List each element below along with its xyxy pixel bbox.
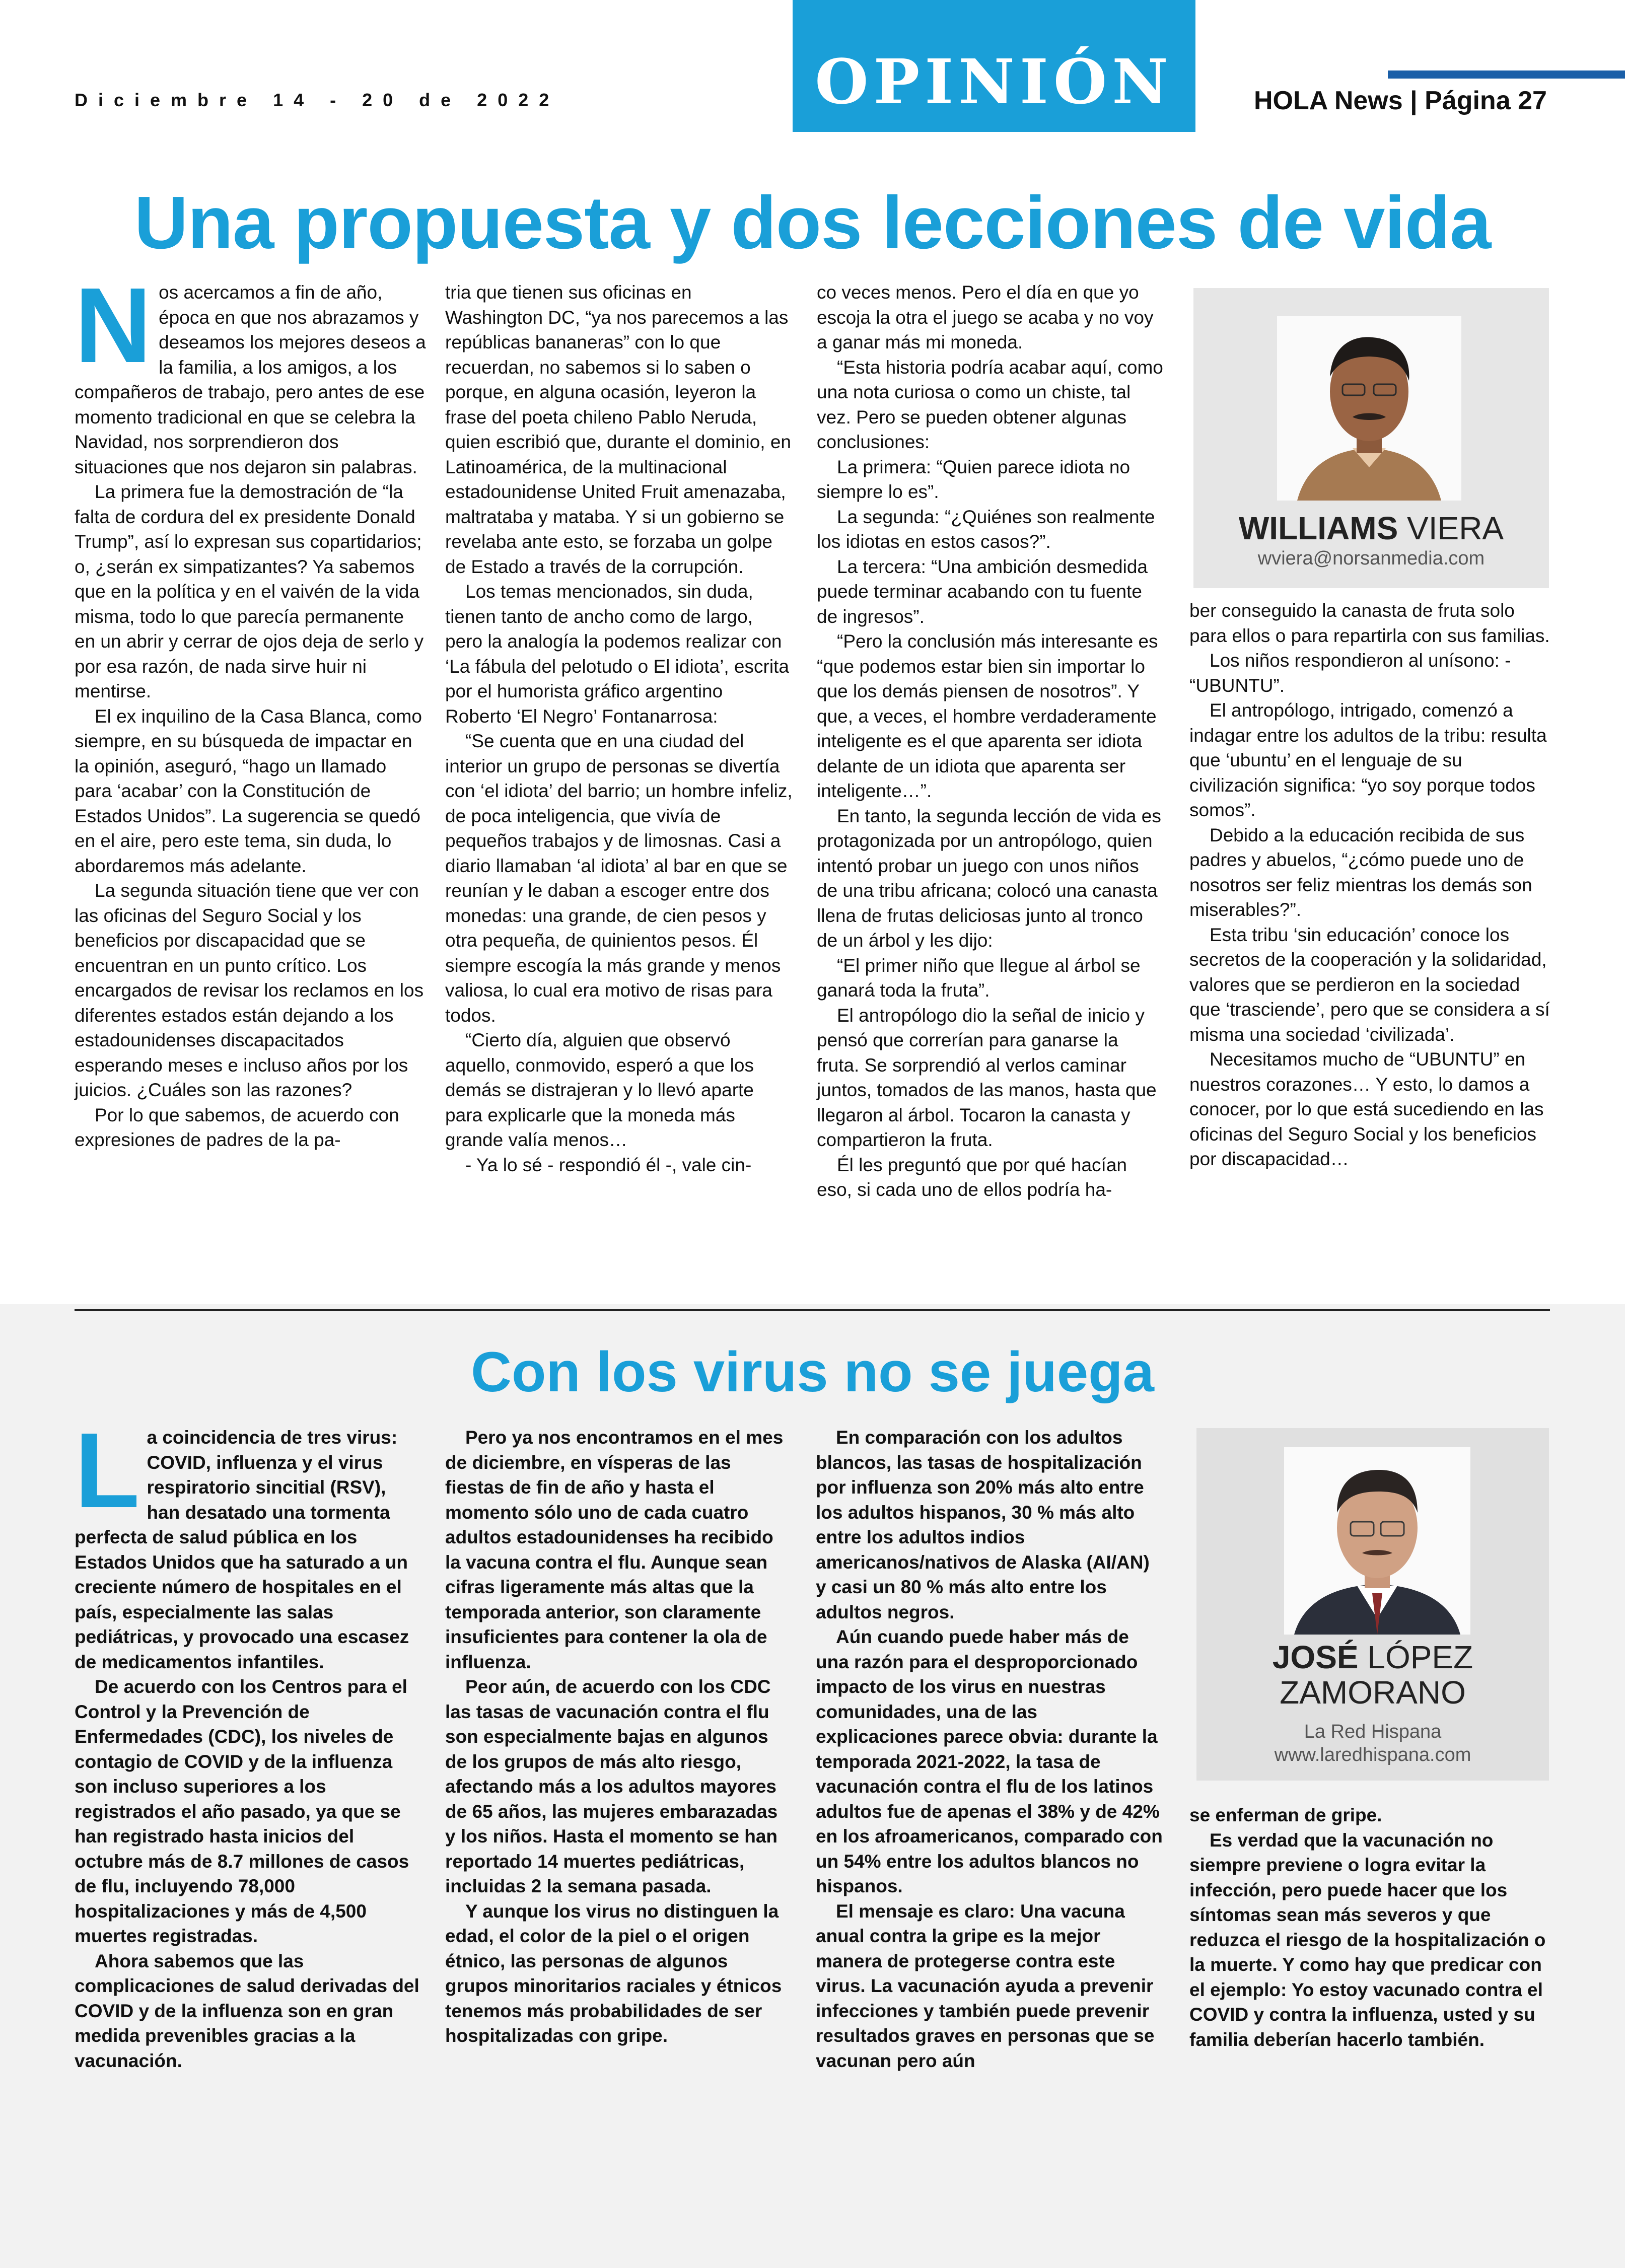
- author-last-name: VIERA: [1407, 510, 1504, 546]
- author-org: [1196, 1720, 1549, 1766]
- article1-column-2: [445, 280, 793, 1177]
- paragraph: Pero ya nos encontramos en el mes de diciembre, en vísperas de las fiestas de fin de año y hasta el momento sólo uno de cada cuatro adultos estadounidenses ha recibido la vacuna contra el flu. Aunque sean cifras ligeramente más altas que la temporada anterior, son claramente insuficientes para contener la ola de influenza.: [445, 1427, 784, 1672]
- paragraph: Aún cuando puede haber más de una razón para el desproporcionado impacto de los virus en nuestras comunidades, una de las explicaciones parece obvia: durante la temporada 2021-2022, la tasa de vacunación contra el flu de los latinos adultos fue de apenas el 38% y de 42% en los afroamericanos, comparado con un 54% entre los adultos blancos no hispanos.: [816, 1626, 1163, 1896]
- section-banner: [793, 0, 1195, 132]
- paragraph: La segunda situación tiene que ver con las oficinas del Seguro Social y los beneficios por discapacidad que se encuentran en un punto crítico. Los encargados de revisar los reclamos en los diferentes estados están dejando a los estadounidenses discapacitados esperando meses e incluso años por los juicios. ¿Cuáles son las razones?: [75, 880, 424, 1100]
- article1-column-1: [75, 265, 427, 1153]
- paragraph: En comparación con los adultos blancos, las tasas de hospitalización por influenza son 20% más alto entre los adultos hispanos, 30 % más alto entre los adultos indios americanos/nativos de Alaska (AI/AN) y casi un 80 % más alto entre los adultos negros.: [816, 1427, 1150, 1622]
- author-last-name-2: ZAMORANO: [1280, 1674, 1466, 1711]
- paragraph: Esta tribu ‘sin educación’ conoce los secretos de la cooperación y la solidaridad, valores que se perdieron en la sociedad que ‘trasciende’, pero que se considera a sí misma una sociedad ‘civilizada’.: [1189, 924, 1550, 1045]
- paragraph: Necesitamos mucho de “UBUNTU” en nuestros corazones… Y esto, lo damos a conocer, por lo que está sucediendo en las oficinas del Seguro Social y los beneficios por discapacidad…: [1189, 1049, 1544, 1169]
- paragraph: En tanto, la segunda lección de vida es protagonizada por un antropólogo, quien intentó probar un juego con unos niños de una tribu africana; colocó una canasta llena de frutas deliciosas junto al tronco de un árbol y les dijo:: [817, 805, 1161, 951]
- paragraph: “Pero la conclusión más interesante es “que podemos estar bien sin importar lo que los demás piensen de nosotros”. Y que, a veces, el hombre verdaderamente inteligente es el que aparenta ser idiota delante de un idiota que aparenta ser inteligente…”.: [817, 631, 1158, 801]
- paragraph: La tercera: “Una ambición desmedida puede terminar acabando con tu fuente de ingresos”.: [817, 556, 1148, 627]
- article1-dropcap: N: [75, 265, 152, 385]
- author-photo-williams: [1277, 316, 1461, 501]
- paragraph: La primera: “Quien parece idiota no siempre lo es”.: [817, 456, 1131, 502]
- article2-column-3: [816, 1425, 1163, 2073]
- paragraph: os acercamos a fin de año, época en que nos abrazamos y deseamos los mejores deseos a la familia, a los amigos, a los compañeros de trabajo, pero antes de ese momento tradicional en que se celebra la Navidad, nos sorprendieron dos situaciones que nos dejaron sin palabras.: [75, 282, 426, 477]
- page-info: HOLA News | Página 27: [1254, 86, 1547, 115]
- paragraph: La segunda: “¿Quiénes son realmente los idiotas en estos casos?”.: [817, 506, 1155, 552]
- article2-headline: Con los virus no se juega: [471, 1340, 1154, 1403]
- article2-column-1: [75, 1410, 422, 2073]
- article2-author-box: [1196, 1428, 1549, 1781]
- paragraph: El ex inquilino de la Casa Blanca, como siempre, en su búsqueda de impactar en la opinión, aseguró, “hago un llamado para ‘acabar’ con la Constitución de Estados Unidos”. La sugerencia se quedó en el aire, pero este tema, sin duda, lo abordaremos más adelante.: [75, 705, 422, 876]
- paragraph: Los temas mencionados, sin duda, tienen tanto de ancho como de largo, pero la analogía la podemos realizar con ‘La fábula del pelotudo o El idiota’, escrita por el humorista gráfico argentino Roberto ‘El Negro’ Fontanarrosa:: [445, 581, 789, 727]
- author-name: [1196, 1640, 1549, 1710]
- paragraph: El mensaje es claro: Una vacuna anual contra la gripe es la mejor manera de protegerse contra este virus. La vacunación ayuda a prevenir infecciones y también puede prevenir resultados graves en personas que se vacunan pero aún: [816, 1900, 1155, 2071]
- paragraph: co veces menos. Pero el día en que yo escoja la otra el juego se acaba y no voy a ganar más mi moneda.: [817, 282, 1154, 352]
- author-first-name: WILLIAMS: [1238, 510, 1398, 546]
- article2-column-4: [1189, 1803, 1552, 2052]
- section-title: OPINIÓN: [815, 45, 1173, 118]
- paragraph: “Esta historia podría acabar aquí, como una nota curiosa o como un chiste, tal vez. Pero se pueden obtener algunas conclusiones:: [817, 357, 1163, 452]
- paragraph: El antropólogo dio la señal de inicio y pensó que correrían para ganarse la fruta. Se sorprendió al verlos caminar juntos, tomados de las manos, hasta que llegaron al árbol. Tocaron la canasta y compartieron la fruta.: [817, 1005, 1157, 1150]
- article1-headline: Una propuesta y dos lecciones de vida: [134, 181, 1491, 264]
- author-name: [1193, 510, 1549, 547]
- article2-dropcap: L: [75, 1410, 140, 1530]
- author-organization: La Red Hispana: [1304, 1721, 1442, 1742]
- paragraph: Y aunque los virus no distinguen la edad, el color de la piel o el origen étnico, las personas de algunos grupos minoritarios raciales y étnicos tenemos más probabilidades de ser hospitalizadas con gripe.: [445, 1900, 782, 2046]
- paragraph: - Ya lo sé - respondió él -, vale cin-: [465, 1154, 752, 1175]
- header-accent-line: [1388, 70, 1625, 79]
- author-website[interactable]: www.laredhispana.com: [1274, 1744, 1471, 1765]
- paragraph: De acuerdo con los Centros para el Control y la Prevención de Enfermedades (CDC), los niveles de contagio de COVID y de la influenza son incluso superiores a los registrados el año pasado, ya que se han registrado hasta inicios del octubre más de 8.7 millones de casos de flu, incluyendo 78,000 hospitalizaciones y más de 4,500 muertes registradas.: [75, 1676, 409, 1946]
- paragraph: Debido a la educación recibida de sus padres y abuelos, “¿cómo puede uno de nosotros ser feliz mientras los demás son miserables?”.: [1189, 824, 1532, 920]
- paragraph: Es verdad que la vacunación no siempre previene o logra evitar la infección, pero puede hacer que los síntomas sean más severos y que reduzca el riesgo de la hospitalización o la muerte. Y como hay que predicar con el ejemplo: Yo estoy vacunado contra el COVID y contra la influenza, usted y su familia deberían hacerlo también.: [1189, 1829, 1546, 2050]
- author-email[interactable]: wviera@norsanmedia.com: [1257, 548, 1485, 569]
- paragraph: Él les preguntó que por qué hacían eso, si cada uno de ellos podría ha-: [817, 1154, 1127, 1200]
- paragraph: “Cierto día, alguien que observó aquello, conmovido, esperó a que los demás se distrajeran y lo llevó aparte para explicarle que la moneda más grande valía menos…: [445, 1030, 754, 1150]
- paragraph: “El primer niño que llegue al árbol se ganará toda la fruta”.: [817, 955, 1141, 1001]
- paragraph: Peor aún, de acuerdo con los CDC las tasas de vacunación contra el flu son especialmente bajas en algunos de los grupos de más alto riesgo, afectando más a los adultos mayores de 65 años, las mujeres embarazadas y los niños. Hasta el momento se han reportado 14 muertes pediátricas, incluidas 2 la semana pasada.: [445, 1676, 778, 1896]
- paragraph: se enferman de gripe.: [1189, 1805, 1382, 1825]
- section-divider: [75, 1309, 1550, 1311]
- author-photo-jose: [1284, 1447, 1470, 1635]
- paragraph: El antropólogo, intrigado, comenzó a indagar entre los adultos de la tribu: resulta que ‘ubuntu’ en el lenguaje de su civilización significa: “yo soy porque todos somos”.: [1189, 700, 1547, 820]
- author-last-name: LÓPEZ: [1367, 1639, 1473, 1675]
- paragraph: “Se cuenta que en una ciudad del interior un grupo de personas se divertía con ‘el idiota’ del barrio; un hombre infeliz, de poca inteligencia, que vivía de pequeños trabajos y de limosnas. Casi a diario llamaban ‘al idiota’ al bar en que se reunían y le daban a escoger entre dos monedas: una grande, de cien pesos y otra pequeña, de quinientos pesos. Él siempre escogía la más grande y menos valiosa, lo cual era motivo de risas para todos.: [445, 731, 793, 1026]
- paragraph: La primera fue la demostración de “la falta de cordura del ex presidente Donald Trump”, así lo expresan sus copartidarios; o, ¿serán ex simpatizantes? Ya sabemos que en la política y en el vaivén de la vida misma, todo lo que parecía permanente en un abrir y cerrar de ojos deja de serlo y por esa razón, de nada sirve huir ni mentirse.: [75, 481, 424, 701]
- issue-date: Diciembre 14 - 20 de 2022: [75, 90, 560, 110]
- article2-column-2: [445, 1425, 793, 2048]
- article1-column-4: [1189, 598, 1552, 1172]
- paragraph: a coincidencia de tres virus: COVID, influenza y el virus respiratorio sincitial (RSV), han desatado una tormenta perfecta de salud pública en los Estados Unidos que ha saturado a un creciente número de hospitales en el país, especialmente las salas pediátricas, y provocado una escasez de medicamentos infantiles.: [75, 1427, 409, 1672]
- article1-column-3: [817, 280, 1164, 1202]
- paragraph: Ahora sabemos que las complicaciones de salud derivadas del COVID y de la influenza son en gran medida prevenibles gracias a la vacunación.: [75, 1950, 419, 2071]
- paragraph: Por lo que sabemos, de acuerdo con expresiones de padres de la pa-: [75, 1104, 399, 1150]
- article1-author-box: [1193, 288, 1549, 588]
- paragraph: tria que tienen sus oficinas en Washington DC, “ya nos parecemos a las repúblicas bananeras” con lo que recuerdan, no sabemos si lo saben o porque, en alguna ocasión, leyeron la frase del poeta chileno Pablo Neruda, quien escribió que, durante el dominio, en Latinoamérica, de la multinacional estadounidense United Fruit amenazaba, maltrataba y mataba. Y si un gobierno se revelaba ante esto, se forzaba un golpe de Estado a través de la corrupción.: [445, 282, 792, 577]
- paragraph: Los niños respondieron al unísono: - “UBUNTU”.: [1189, 650, 1511, 696]
- paragraph: ber conseguido la canasta de fruta solo para ellos o para repartirla con sus familias.: [1189, 600, 1550, 646]
- author-first-name: JOSÉ: [1272, 1639, 1359, 1675]
